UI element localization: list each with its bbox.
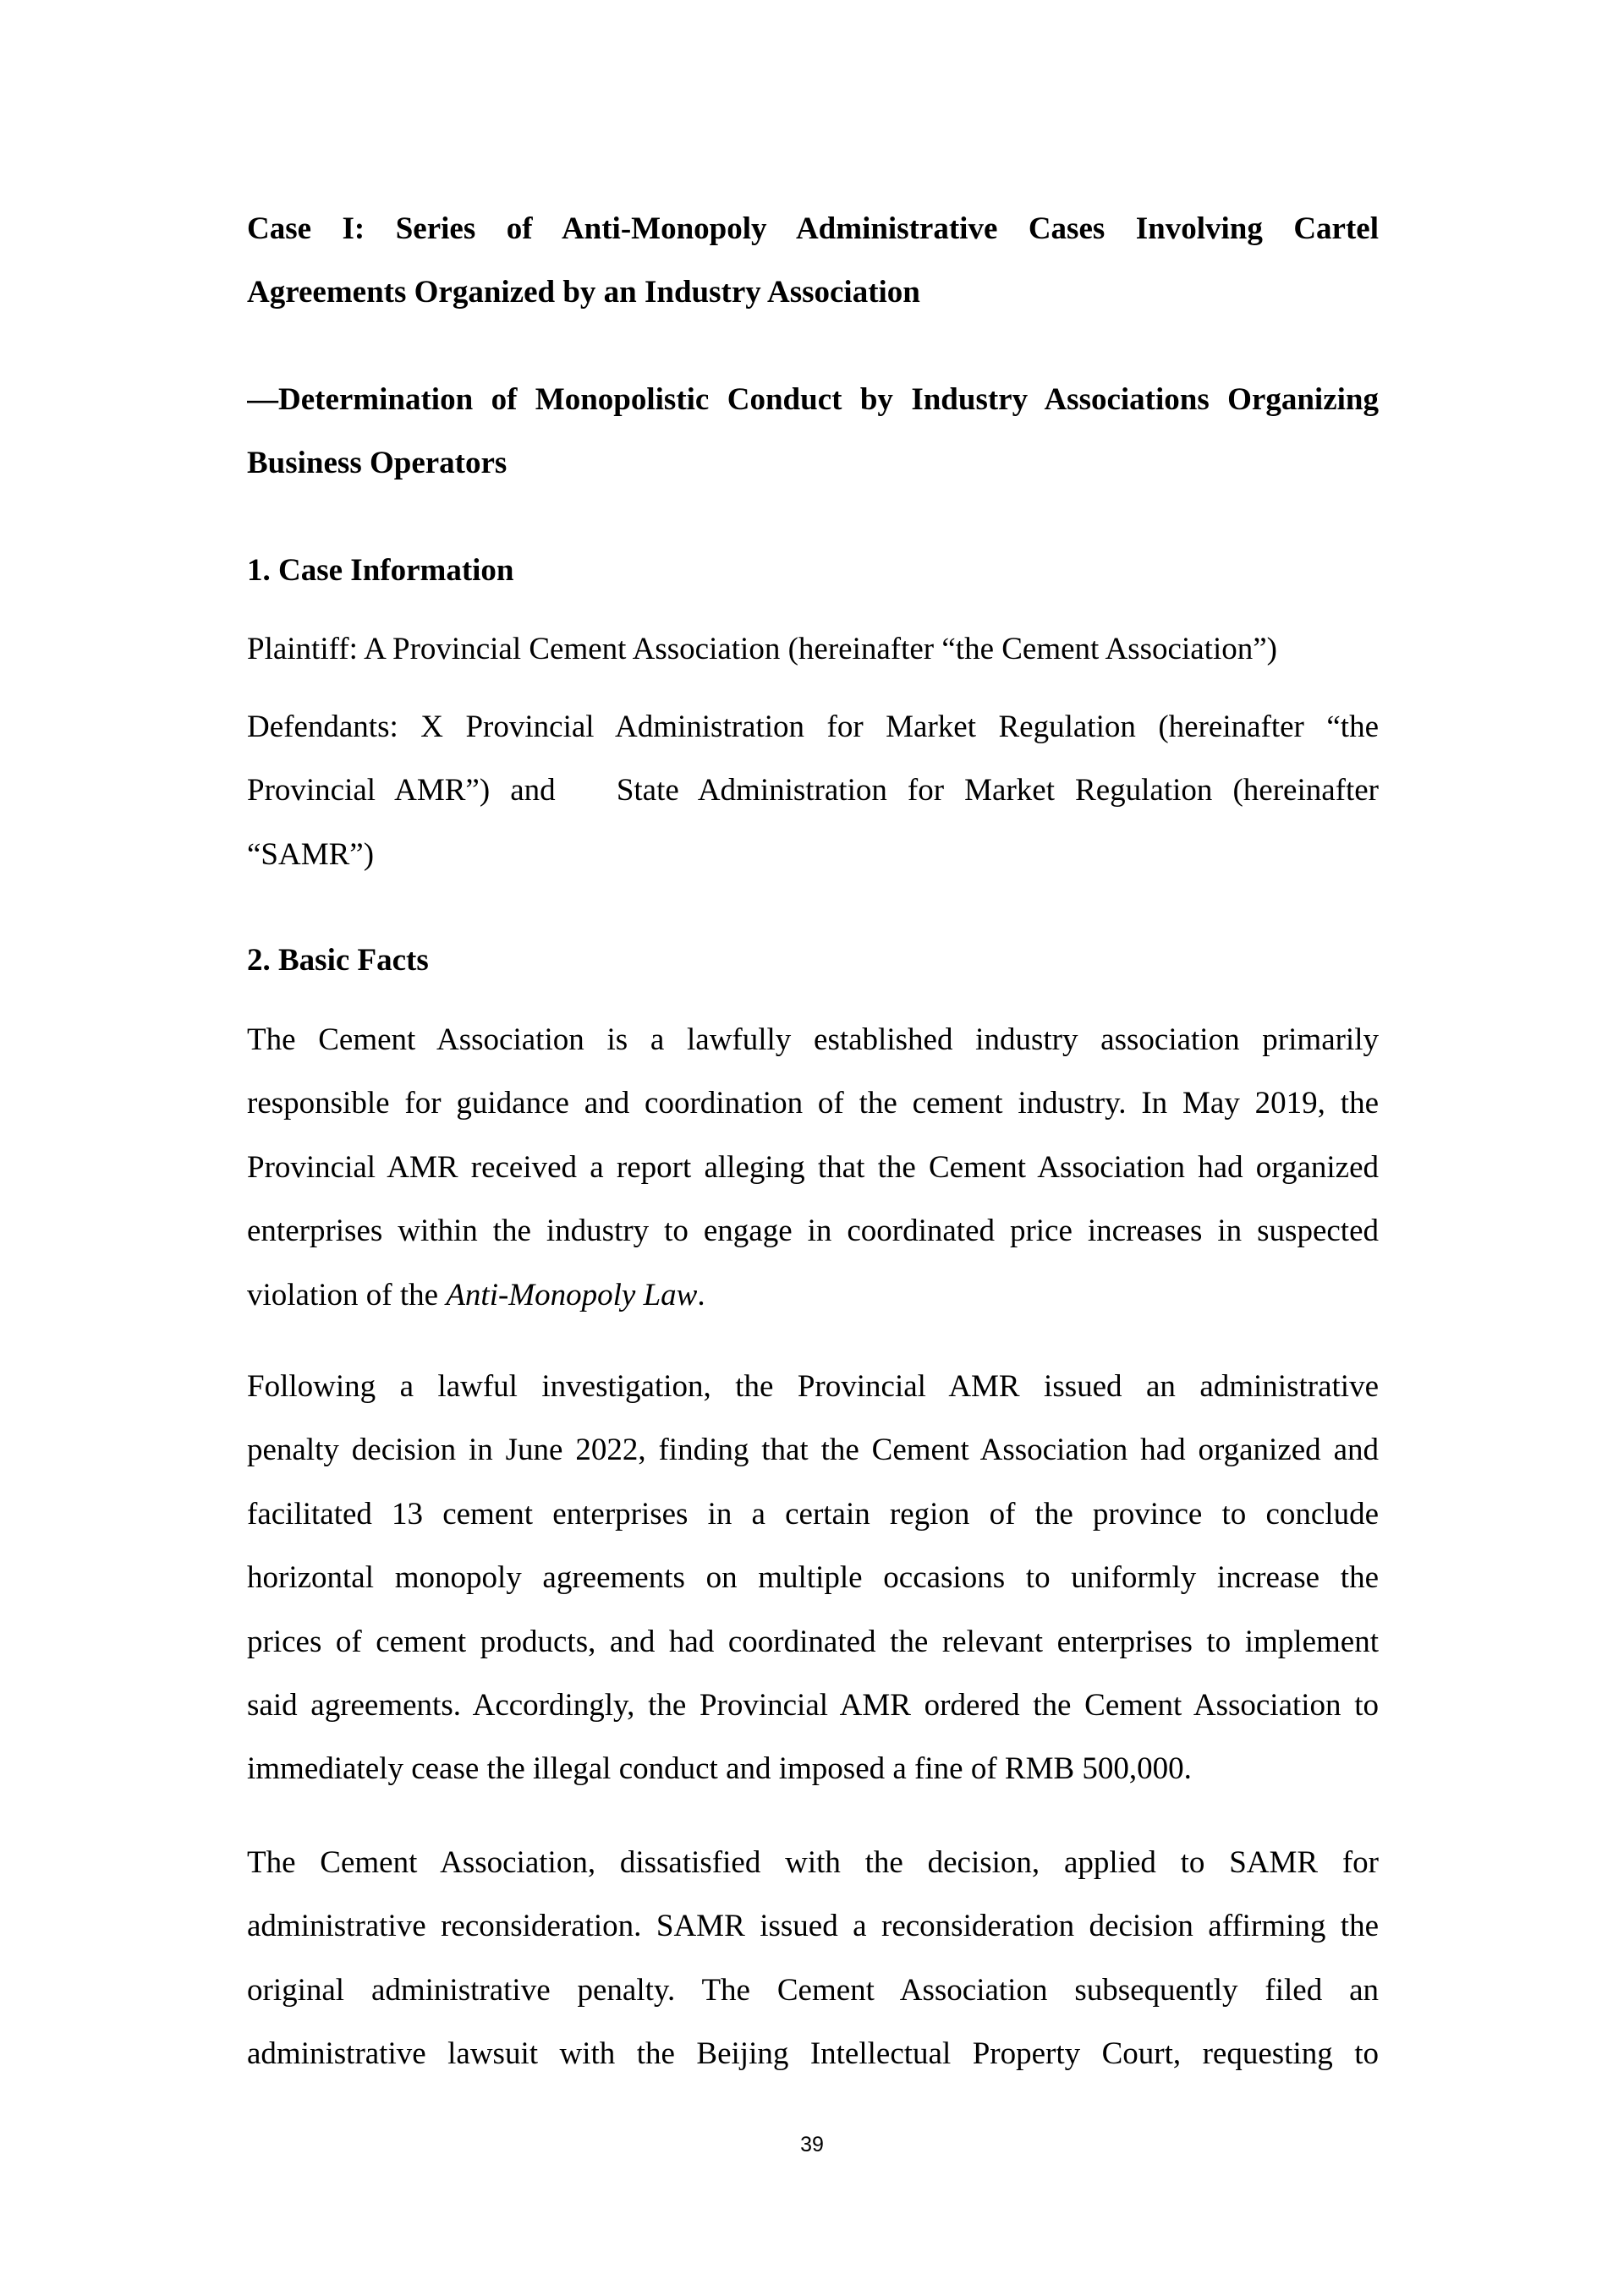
case-title-line-2: Agreements Organized by an Industry Association: [247, 275, 920, 310]
defendants-line-1: Defendants: X Provincial Administration for Market Regulation (hereinafter “the: [247, 710, 1379, 744]
facts-paragraph-1: [247, 1008, 1379, 1327]
paragraph-line: The Cement Association, dissatisfied with the decision, applied to SAMR for: [247, 1845, 1379, 1880]
case-title-line-1: Case I: Series of Anti-Monopoly Administrative Cases Involving Cartel: [247, 211, 1379, 246]
page-number: 39: [800, 2133, 824, 2156]
case-title: [247, 197, 1379, 325]
law-title-italic: Anti-Monopoly Law: [446, 1277, 698, 1312]
paragraph-line: Following a lawful investigation, the Provincial AMR issued an administrative: [247, 1369, 1379, 1404]
paragraph-line: said agreements. Accordingly, the Provincial AMR ordered the Cement Association to: [247, 1687, 1379, 1723]
paragraph-line: enterprises within the industry to engage in coordinated price increases in suspected: [247, 1214, 1379, 1249]
text-run: violation of the: [247, 1277, 447, 1312]
paragraph-line: facilitated 13 cement enterprises in a certain region of the province to conclude: [247, 1496, 1379, 1532]
plaintiff-text: Plaintiff: A Provincial Cement Association (hereinafter “the Cement Association”): [247, 632, 1277, 666]
paragraph-line: penalty decision in June 2022, finding that the Cement Association had organized and: [247, 1433, 1379, 1468]
defendants-line-2: Provincial AMR”) and State Administration for Market Regulation (hereinafter: [247, 773, 1379, 808]
paragraph-line: immediately cease the illegal conduct and imposed a fine of RMB 500,000.: [247, 1751, 1192, 1787]
defendants-line-3: “SAMR”): [247, 836, 375, 872]
plaintiff-paragraph: [247, 617, 1379, 681]
paragraph-line: original administrative penalty. The Cement Association subsequently filed an: [247, 1972, 1379, 2008]
facts-paragraph-2: [247, 1355, 1379, 1801]
paragraph-line: prices of cement products, and had coordinated the relevant enterprises to implement: [247, 1624, 1379, 1659]
section-heading-text: 2. Basic Facts: [247, 943, 429, 978]
section-heading-basic-facts: [247, 929, 1379, 992]
paragraph-line: administrative lawsuit with the Beijing Intellectual Property Court, requesting to: [247, 2036, 1379, 2072]
section-heading-text: 1. Case Information: [247, 553, 514, 588]
case-subtitle-line-2: Business Operators: [247, 446, 508, 481]
paragraph-line: Provincial AMR received a report alleging that the Cement Association had organized: [247, 1149, 1379, 1185]
paragraph-line: administrative reconsideration. SAMR issued a reconsideration decision affirming the: [247, 1909, 1379, 1944]
paragraph-line: The Cement Association is a lawfully established industry association primarily: [247, 1022, 1379, 1057]
text-run: .: [697, 1277, 705, 1312]
paragraph-line: responsible for guidance and coordination of the cement industry. In May 2019, the: [247, 1086, 1379, 1121]
defendants-paragraph: [247, 695, 1379, 886]
facts-paragraph-3: [247, 1831, 1379, 2086]
case-subtitle: [247, 368, 1379, 496]
paragraph-line: horizontal monopoly agreements on multiple occasions to uniformly increase the: [247, 1560, 1379, 1596]
section-heading-case-information: [247, 539, 1379, 602]
paragraph-line: [247, 1263, 1379, 1327]
case-subtitle-line-1: —Determination of Monopolistic Conduct by Industry Associations Organizing: [247, 382, 1379, 417]
